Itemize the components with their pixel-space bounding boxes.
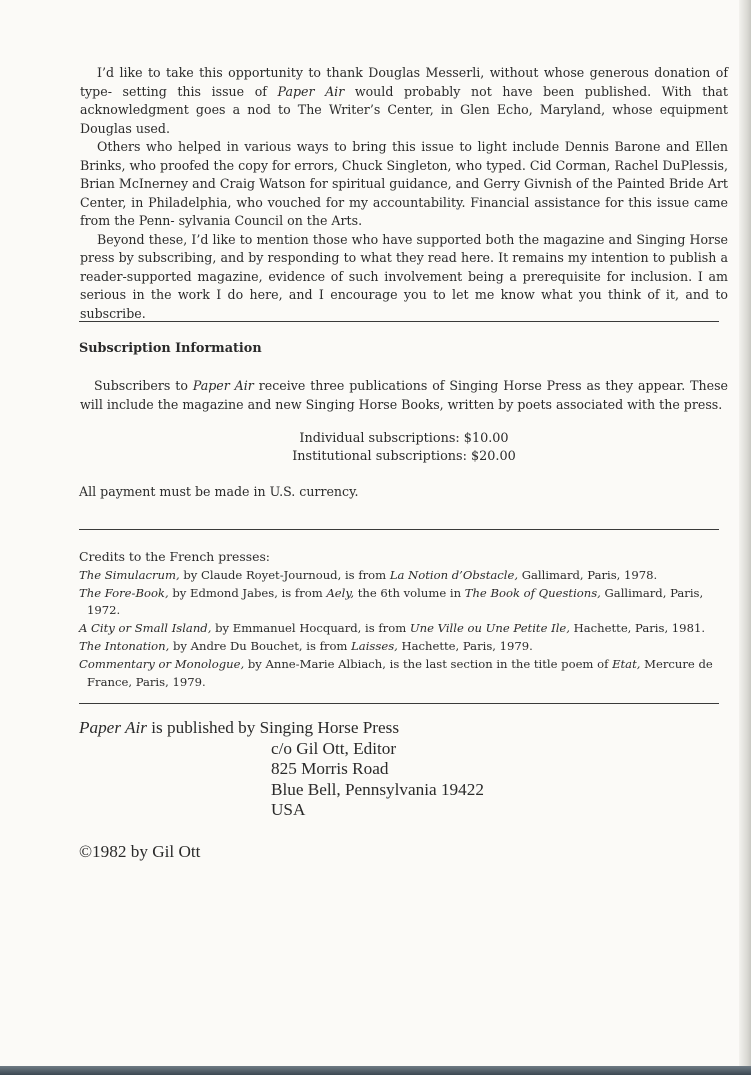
payment-note: All payment must be made in U.S. currency. bbox=[79, 484, 359, 499]
subscription-text: Subscribers to bbox=[94, 378, 193, 393]
divider bbox=[79, 529, 719, 530]
ack-paragraph-3: Beyond these, I’d like to mention those who have supported both the magazine and Singing Horse press by subscribing, and by responding to what they read here. It remains my intention to publish a reader-supported magazine, evidence of such involvement being a prerequisite for inclusion. I am serious in the work I do here, and I encourage you to let me know what you think of it, and to subscribe. bbox=[80, 231, 728, 321]
subscription-text: receive three publications of Singing Horse Press as they appear. These will include the magazine and new Singing Horse Books, written by poets associated with the press. bbox=[80, 378, 728, 412]
publisher-text: is published by Singing Horse Press bbox=[146, 718, 400, 737]
magazine-title: Paper Air bbox=[277, 83, 345, 99]
address-line: c/o Gil Ott, Editor bbox=[271, 738, 397, 758]
credit-item: The Fore-Book, by Edmond Jabes, is from Aely, the 6th volume in The Book of Questions, Gallimard, Paris, 1972. bbox=[79, 585, 704, 618]
credit-item: The Intonation, by Andre Du Bouchet, is from Laisses, Hachette, Paris, 1979. bbox=[79, 638, 533, 653]
credit-item: A City or Small Island, by Emmanuel Hocquard, is from Une Ville ou Une Petite Ile, Hachette, Paris, 1981. bbox=[79, 621, 706, 636]
institutional-rate: Institutional subscriptions: $20.00 bbox=[292, 449, 516, 464]
ack-paragraph-1 bbox=[80, 64, 728, 138]
publisher-block bbox=[79, 718, 484, 821]
credit-item: The Simulacrum, by Claude Royet-Journoud, is from La Notion d’Obstacle, Gallimard, Paris, 1978. bbox=[79, 567, 658, 582]
divider bbox=[79, 321, 719, 322]
ack-paragraph-2: Others who helped in various ways to bring this issue to light include Dennis Barone and Ellen Brinks, who proofed the copy for errors, Chuck Singleton, who typed. Cid Corman, Rachel DuPlessis, Brian McInerney and Craig Watson for spiritual guidance, and Gerry Givnish of the Painted Bride Art Center, in Philadelphia, who vouched for my accountability. Financial assistance for this issue came from the Penn- sylvania Council on the Arts. bbox=[80, 139, 728, 228]
address-line: USA bbox=[271, 800, 306, 820]
subscription-rates bbox=[0, 430, 751, 466]
individual-rate: Individual subscriptions: $10.00 bbox=[299, 431, 509, 446]
scanner-edge bbox=[0, 1066, 751, 1075]
address-line: Blue Bell, Pennsylvania 19422 bbox=[271, 779, 484, 799]
subscription-body bbox=[80, 377, 728, 414]
copyright: ©1982 by Gil Ott bbox=[79, 842, 201, 861]
subscription-heading: Subscription Information bbox=[79, 341, 262, 356]
ack-text: would probably not have been published. With that acknowledgment goes a nod to The Writer’s Center, in Glen Echo, Maryland, whose equipment Douglas used. bbox=[80, 83, 728, 136]
magazine-title: Paper Air bbox=[79, 718, 147, 737]
ack-text: I’d like to take this opportunity to thank Douglas Messerli, without whose generous donation of type- setting this issue of bbox=[80, 65, 728, 99]
magazine-title: Paper Air bbox=[192, 378, 254, 393]
divider bbox=[79, 703, 719, 704]
page-edge-shadow bbox=[739, 0, 751, 1075]
credits-heading: Credits to the French presses: bbox=[79, 549, 270, 564]
credit-item: Commentary or Monologue, by Anne-Marie Albiach, is the last section in the title poem of Etat, Mercure de France, Paris, 1979. bbox=[79, 656, 713, 689]
publisher-line bbox=[79, 718, 484, 739]
acknowledgments bbox=[80, 64, 728, 323]
credits bbox=[79, 548, 727, 691]
address-line: 825 Morris Road bbox=[271, 759, 389, 779]
